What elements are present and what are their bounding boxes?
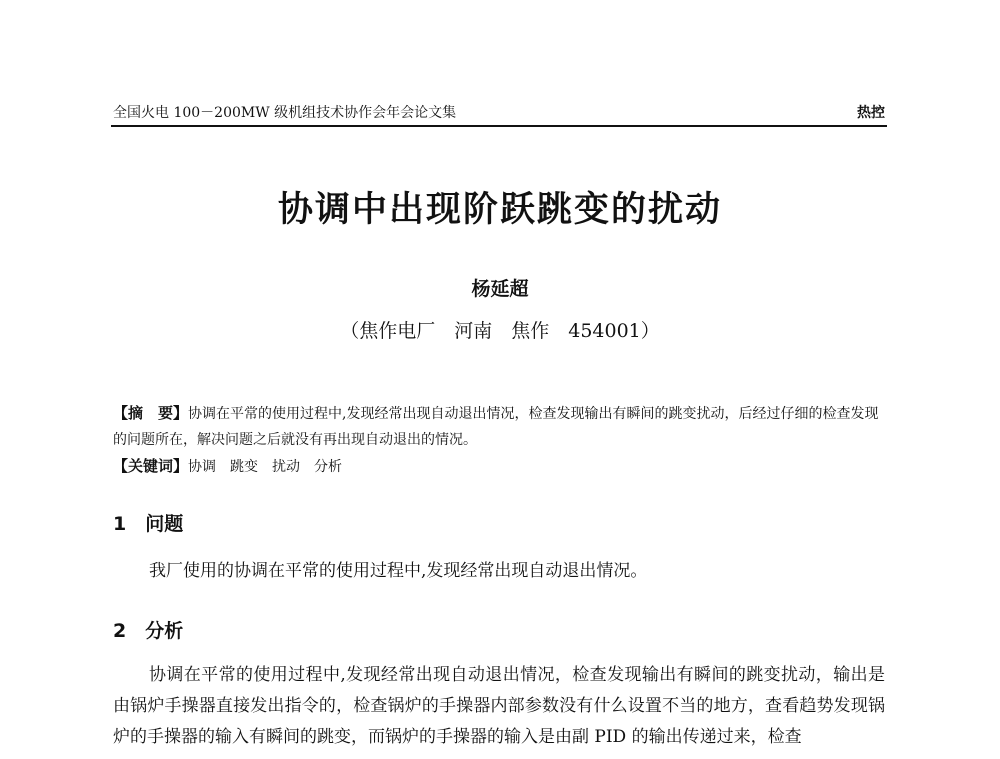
paper-title: 协调中出现阶跃跳变的扰动: [277, 190, 722, 230]
abstract-text: 协调在平常的使用过程中,发现经常出现自动退出情况，检查发现输出有瞬间的跳变扰动，后经过仔细的检查发现的问题所在，解决问题之后就没有再出现自动退出的情况。: [113, 406, 879, 448]
abstract-label: 【摘 要】: [113, 404, 189, 422]
section-paragraph-problem: 我厂使用的协调在平常的使用过程中,发现经常出现自动退出情况。: [149, 561, 648, 581]
header-proceedings-title: 全国火电 100－200MW 级机组技术协作会年会论文集: [113, 105, 457, 121]
running-header: [113, 104, 885, 126]
author-name: 杨延超: [471, 278, 529, 300]
abstract-block: [113, 400, 885, 453]
keywords-text: 协调 跳变 扰动 分析: [188, 459, 343, 475]
keywords-label: 【关键词】: [113, 457, 189, 475]
header-divider: [111, 125, 887, 127]
section-paragraph-analysis: 协调在平常的使用过程中,发现经常出现自动退出情况，检查发现输出有瞬间的跳变扰动，输出是由锅炉手操器直接发出指令的，检查锅炉的手操器内部参数没有什么设置不当的地方，查看趋势发现锅炉的手操器的输入有瞬间的跳变，而锅炉的手操器的输入是由副 PID 的输出传递过来，检查: [113, 665, 885, 747]
section-heading-problem: 1 问题: [113, 513, 184, 535]
section-heading-analysis: 2 分析: [113, 620, 184, 642]
author-affiliation: （焦作电厂 河南 焦作 454001）: [340, 320, 660, 342]
header-section-label: 热控: [857, 105, 885, 121]
keywords-block: [113, 453, 885, 480]
